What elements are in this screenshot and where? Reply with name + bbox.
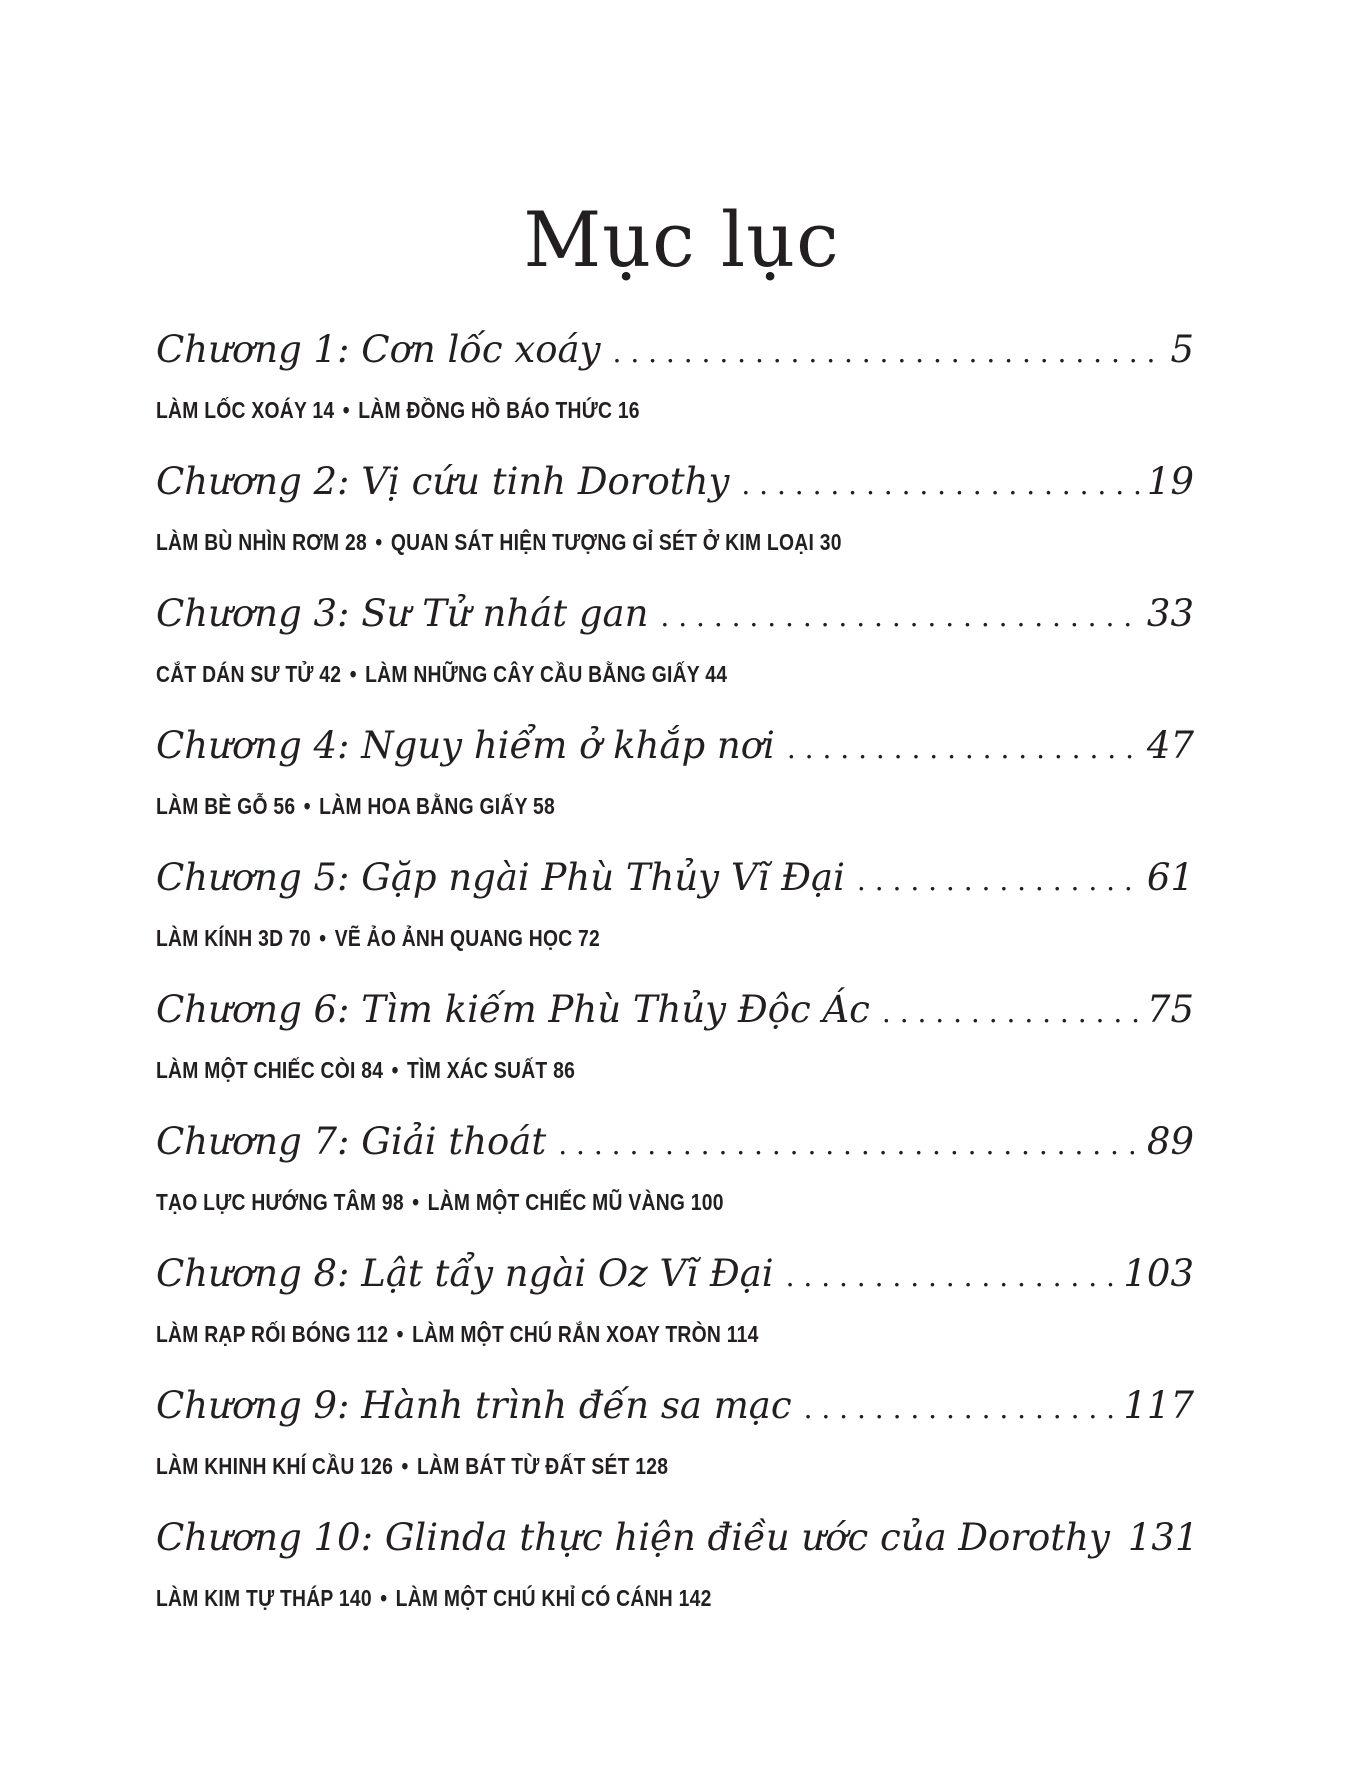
dot-leader [660,582,1140,649]
chapter-activities [156,1050,1028,1090]
chapter-activities [156,918,1028,958]
activity-item: LÀM MỘT CHÚ RẮN XOAY TRÒN 114 [412,1321,759,1347]
chapter-line [156,846,1194,910]
chapter-activities [156,522,1028,562]
dot-leader [857,846,1141,913]
chapter-activities [156,654,1028,694]
toc-entry [156,1506,1199,1638]
chapter-page-number: 19 [1146,460,1194,503]
chapter-title: Chương 2: Vị cứu tinh Dorothy [156,460,730,503]
dot-leader [804,1374,1118,1441]
chapter-line [156,1374,1194,1438]
activity-item: TÌM XÁC SUẤT 86 [407,1057,576,1083]
toc-entry [156,1242,1194,1374]
chapter-activities [156,1578,1028,1618]
chapter-title: Chương 1: Cơn lốc xoáy [156,328,601,371]
toc-entry [156,318,1194,450]
bullet-separator: • [303,793,311,819]
activity-item: VẼ ẢO ẢNH QUANG HỌC 72 [334,925,601,951]
bullet-separator: • [412,1189,420,1215]
chapter-line [156,978,1194,1042]
toc-entry [156,714,1194,846]
toc-entry [156,450,1194,582]
chapter-title: Chương 6: Tìm kiếm Phù Thủy Độc Ác [156,988,870,1031]
chapter-title: Chương 10: Glinda thực hiện điều ước của Dorothy [156,1516,1110,1559]
dot-leader [741,450,1141,517]
chapter-page-number: 33 [1146,592,1194,635]
toc-entry [156,1110,1194,1242]
toc-entry [156,582,1194,714]
page-title: Mục lục [523,195,840,284]
toc-entry [156,846,1194,978]
activity-item: LÀM KIM TỰ THÁP 140 [156,1585,372,1611]
chapter-line [156,1242,1194,1306]
bullet-separator: • [391,1057,399,1083]
activity-item: LÀM BÙ NHÌN RƠM 28 [156,529,368,555]
chapter-activities [156,786,1028,826]
bullet-separator: • [319,925,327,951]
chapter-title: Chương 9: Hành trình đến sa mạc [156,1384,792,1427]
chapter-line [156,318,1194,382]
chapter-activities [156,1446,1028,1486]
chapter-title: Chương 4: Nguy hiểm ở khắp nơi [156,724,775,767]
dot-leader [882,978,1141,1045]
chapter-line [156,1506,1199,1570]
bullet-separator: • [396,1321,404,1347]
chapter-activities [156,1182,1028,1222]
chapter-line [156,1110,1194,1174]
chapter-title: Chương 8: Lật tẩy ngài Oz Vĩ Đại [156,1252,774,1295]
dot-leader [787,714,1141,781]
activity-item: LÀM BÈ GỖ 56 [156,793,296,819]
chapter-title: Chương 3: Sư Tử nhát gan [156,592,649,635]
chapter-title: Chương 5: Gặp ngài Phù Thủy Vĩ Đại [156,856,845,899]
chapter-title: Chương 7: Giải thoát [156,1120,547,1163]
activity-item: LÀM HOA BẰNG GIẤY 58 [319,793,556,819]
activity-item: LÀM KHINH KHÍ CẦU 126 [156,1453,394,1479]
dot-leader [558,1110,1141,1177]
chapter-line [156,582,1194,646]
activity-item: LÀM MỘT CHIẾC MŨ VÀNG 100 [427,1189,724,1215]
chapter-line [156,714,1194,778]
bullet-separator: • [401,1453,409,1479]
toc-entry [156,978,1194,1110]
chapter-page-number: 5 [1170,328,1194,371]
chapter-page-number: 75 [1146,988,1194,1031]
activity-item: LÀM BÁT TỪ ĐẤT SÉT 128 [416,1453,669,1479]
table-of-contents [156,318,1199,1638]
toc-entry [156,1374,1194,1506]
bullet-separator: • [375,529,383,555]
chapter-page-number: 89 [1146,1120,1194,1163]
activity-item: LÀM KÍNH 3D 70 [156,925,311,951]
chapter-activities [156,390,1028,430]
activity-item: QUAN SÁT HIỆN TƯỢNG GỈ SÉT Ở KIM LOẠI 30 [390,529,842,555]
bullet-separator: • [342,397,350,423]
activity-item: LÀM RẠP RỐI BÓNG 112 [156,1321,389,1347]
chapter-page-number: 103 [1123,1252,1194,1295]
chapter-page-number: 117 [1123,1384,1194,1427]
activity-item: LÀM NHỮNG CÂY CẦU BẰNG GIẤY 44 [365,661,728,687]
bullet-separator: • [380,1585,388,1611]
activity-item: CẮT DÁN SƯ TỬ 42 [156,661,342,687]
activity-item: LÀM LỐC XOÁY 14 [156,397,335,423]
activity-item: LÀM MỘT CHIẾC CÒI 84 [156,1057,384,1083]
chapter-activities [156,1314,1028,1354]
dot-leader [613,318,1165,385]
activity-item: LÀM ĐỒNG HỒ BÁO THỨC 16 [358,397,640,423]
activity-item: TẠO LỰC HƯỚNG TÂM 98 [156,1189,404,1215]
chapter-page-number: 61 [1146,856,1194,899]
chapter-line [156,450,1194,514]
chapter-page-number: 131 [1127,1516,1199,1559]
bullet-separator: • [349,661,357,687]
chapter-page-number: 47 [1146,724,1194,767]
dot-leader [786,1242,1118,1309]
activity-item: LÀM MỘT CHÚ KHỈ CÓ CÁNH 142 [395,1585,712,1611]
